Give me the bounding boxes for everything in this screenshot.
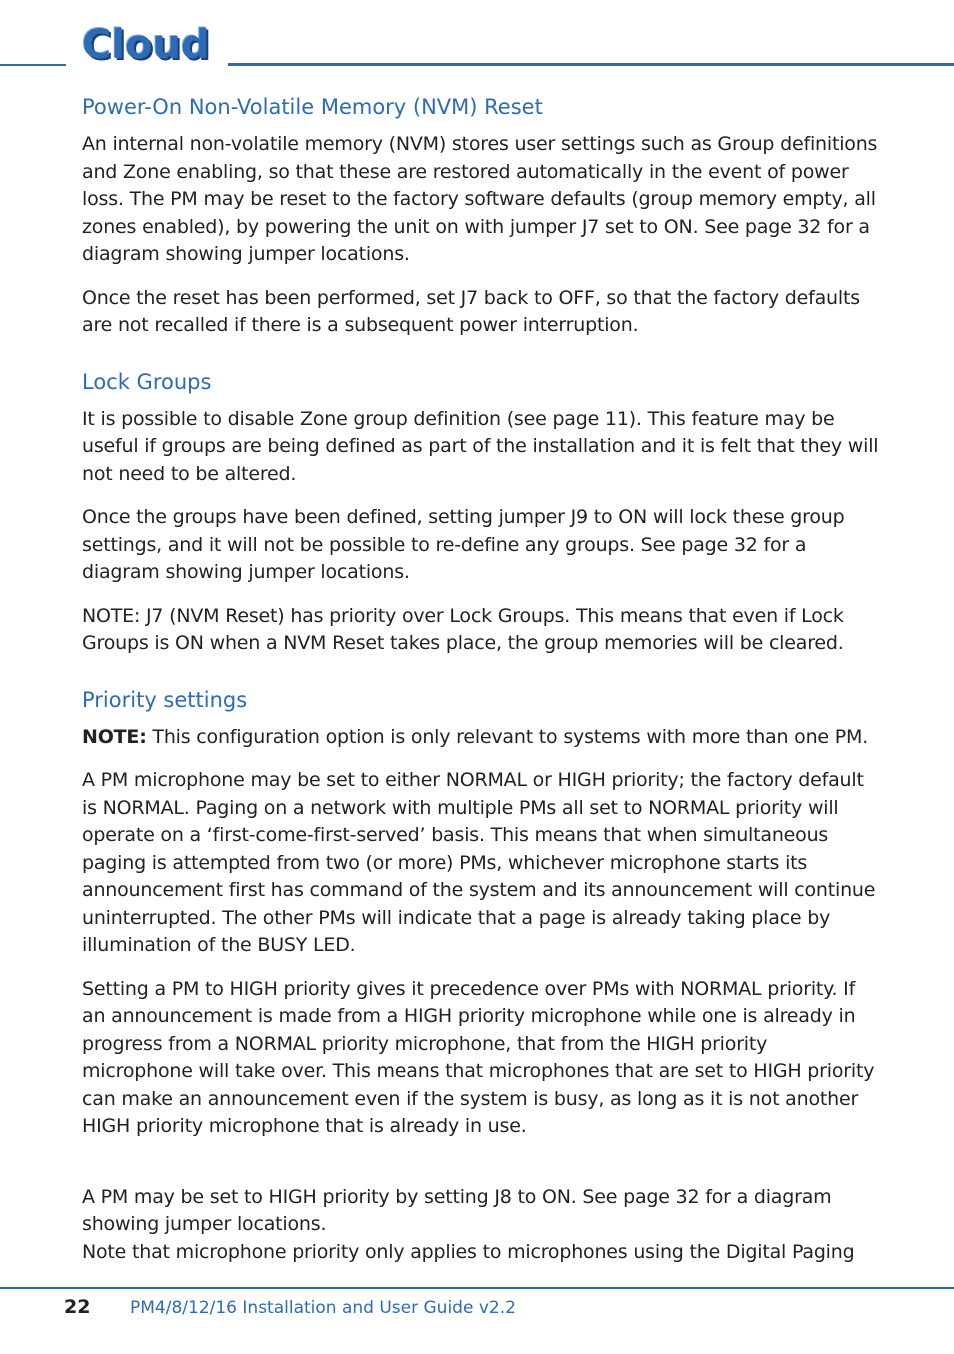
section-heading-nvm-reset: Power-On Non-Volatile Memory (NVM) Reset bbox=[82, 95, 543, 119]
footer-rule bbox=[0, 1287, 954, 1289]
priority-note bbox=[82, 724, 882, 752]
page-content bbox=[82, 95, 882, 1282]
priority-paragraph-3: A PM may be set to HIGH priority by setting J8 to ON. See page 32 for a diagram showing jumper locations. bbox=[82, 1185, 832, 1235]
lock-paragraph-2: Once the groups have been defined, setting jumper J9 to ON will lock these group settings, and it will not be possible to re-define any groups. See page 32 for a diagram showing jumper locations. bbox=[82, 506, 845, 583]
nvm-paragraph-1: An internal non-volatile memory (NVM) stores user settings such as Group definitions and Zone enabling, so that these are restored automatically in the event of power loss. The PM may be reset to the factory software defaults (group memory empty, all zones enabled), by powering the unit on with jumper J7 set to ON. See page 32 for a diagram showing jumper locations. bbox=[82, 133, 878, 265]
header-rule-right bbox=[228, 63, 954, 66]
priority-paragraph-4: Note that microphone priority only applies to microphones using the Digital Paging bbox=[82, 1240, 855, 1263]
note-text: This configuration option is only relevant to systems with more than one PM. bbox=[146, 725, 869, 748]
section-heading-lock-groups: Lock Groups bbox=[82, 369, 212, 394]
nvm-paragraph-2: Once the reset has been performed, set J7 back to OFF, so that the factory defaults are not recalled if there is a subsequent power interruption. bbox=[82, 286, 860, 336]
priority-paragraph-2: Setting a PM to HIGH priority gives it precedence over PMs with NORMAL priority. If an announcement is made from a HIGH priority microphone while one is already in progress from a NORMAL priority microphone, that from the HIGH priority microphone will take over. This means that microphones that are set to HIGH priority can make an announcement even if the system is busy, as long as it is not another HIGH priority microphone that is already in use. bbox=[82, 977, 875, 1137]
footer-title: PM4/8/12/16 Installation and User Guide v2.2 bbox=[130, 1298, 516, 1318]
cloud-logo: Cloud bbox=[82, 22, 210, 68]
header-rule-left bbox=[0, 64, 66, 66]
lock-paragraph-3: NOTE: J7 (NVM Reset) has priority over Lock Groups. This means that even if Lock Groups is ON when a NVM Reset takes place, the group memories will be cleared. bbox=[82, 604, 844, 654]
priority-paragraph-1: A PM microphone may be set to either NORMAL or HIGH priority; the factory default is NORMAL. Paging on a network with multiple PMs all set to NORMAL priority will operate on a ‘first-come-first-served’ basis. This means that when simultaneous paging is attempted from two (or more) PMs, whichever microphone starts its announcement first has command of the system and its announcement will continue uninterrupted. The other PMs will indicate that a page is already taking place by illumination of the BUSY LED. bbox=[82, 769, 876, 956]
note-label: NOTE: bbox=[82, 725, 147, 748]
section-heading-priority: Priority settings bbox=[82, 687, 248, 712]
lock-paragraph-1: It is possible to disable Zone group definition (see page 11). This feature may be useful if groups are being defined as part of the installation and it is felt that they will not need to be altered. bbox=[82, 407, 879, 485]
page-number: 22 bbox=[64, 1296, 91, 1318]
